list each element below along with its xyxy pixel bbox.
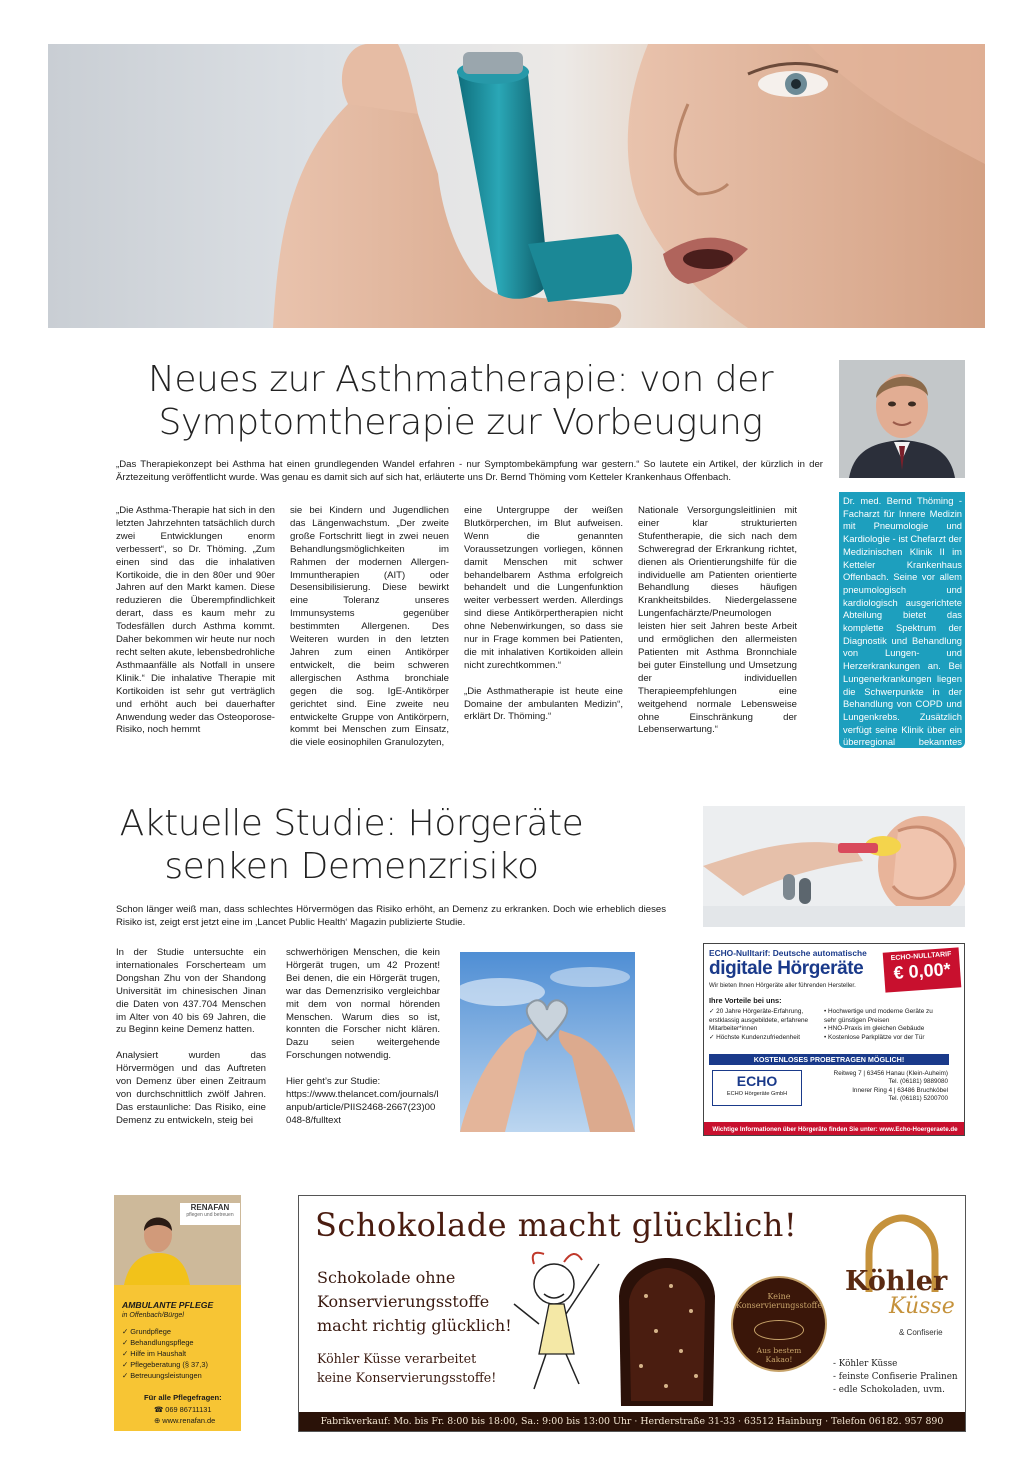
article2-lead: Schon länger weiß man, dass schlechtes Hörvermögen das Risiko erhöht, an Demenz zu erkranken. Doch wie erheblich dieses Risiko ist, zeigt erst jetzt eine im ‚Lancet Public Health‘ Magazin publizierte Studie. (116, 904, 666, 929)
koehler-footer-bar: Fabrikverkauf: Mo. bis Fr. 8:00 bis 18:00, Sa.: 9:00 bis 13:00 Uhr · Herderstraße 31-33 · 63512 Hainburg · Telefon 06182. 957 890 (299, 1412, 965, 1431)
koehler-product-item: - feinste Confiserie Pralinen (833, 1372, 958, 1382)
koehler-product-list (833, 1358, 963, 1397)
article1-column-3 (464, 505, 623, 724)
echo-left-item: ✓ Höchste Kundenzufriedenheit (709, 1033, 800, 1041)
echo-badge-top: ECHO-NULLTARIF (890, 950, 952, 963)
koehler-product-item: - edle Schokoladen, uvm. (833, 1385, 945, 1395)
article2-headline-line2: senken Demenzrisiko (164, 846, 539, 887)
echo-hearing-aid-ad[interactable] (703, 943, 965, 1136)
article2-column-2-text: schwerhörigen Menschen, die kein Hörgerät trugen, um 42 Prozent! Bei denen, die ein Hörgerät trugen, war das Demenzrisiko vergleichbar mit dem von normal hörenden Menschen. Warum dies so ist, konnten die Forscher nicht klären. Dazu seien weitergehende Forschungen notwendig. (286, 947, 440, 1062)
article2-column-1-text: In der Studie untersuchte ein internationales Forscherteam um Dongshan Zhu von der Shandong Universität im chinesischen Jinan die Daten von 437.704 Menschen im Alter von 40 bis 69 Jahren, die zu Beginn keine Demenz hatten. (116, 947, 266, 1036)
renafan-service-text: Betreuungsleistungen (130, 1371, 202, 1380)
no-preservatives-seal (731, 1276, 827, 1372)
koehler-product-item: - Köhler Küsse (833, 1359, 898, 1369)
echo-right-item-text: Kostenlose Parkplätze vor der Tür (828, 1033, 925, 1041)
koehler-brand-kuesse: Küsse (889, 1294, 955, 1319)
article1-headline-line1: Neues zur Asthmatherapie: von der (147, 359, 774, 400)
renafan-brand: RENAFAN (190, 1203, 230, 1212)
article2-study-link-block (286, 1076, 440, 1128)
koehler-chocolate-ad[interactable] (298, 1195, 966, 1432)
renafan-service-item: ✓ Grundpflege (122, 1327, 171, 1336)
koehler-text-line: Konservierungsstoffe (317, 1292, 490, 1311)
article1-column-2-text: sie bei Kindern und Jugendlichen das Längenwachstum. „Der zweite große Fortschritt liegt in zwei neuen Behandlungsmöglichkeiten im Rahmen der modernen Allergen-Immuntherapien (AIT) oder Desensibilisierung. Diese bewirkt eine Toleranz unseres Immunsystems gegenüber bestimmten Allergenen. Des Weiteren wurden in den letzten Jahren zum einen Antikörper entwickelt, die beim schweren allergischen Asthma bronchiale gegen die sog. IgE-Antikörper gerichtet sind. Eine zweite neu entwickelte Gruppe von Antikörpern, kommt bei Menschen zum Einsatz, die viele eosinophilen Granulozyten, (290, 505, 449, 749)
koehler-text-line: Schokolade ohne (317, 1268, 456, 1287)
hero-inhaler-photo (48, 44, 985, 328)
hearing-aid-photo (703, 806, 965, 927)
renafan-service-list (122, 1326, 237, 1381)
article1-headline (108, 358, 813, 444)
article1-column-1 (116, 505, 275, 737)
renafan-logo (180, 1203, 240, 1225)
echo-top-line: ECHO-Nulltarif: Deutsche automatische (709, 948, 867, 958)
renafan-service-text: Grundpflege (130, 1327, 171, 1336)
echo-phone-1[interactable]: Tel. (06181) 9889080 (888, 1078, 948, 1086)
echo-right-item: • Kostenlose Parkplätze vor der Tür (824, 1033, 925, 1041)
echo-logo-text: ECHO (736, 1073, 778, 1089)
koehler-text2-line: keine Konservierungsstoffe! (317, 1370, 497, 1385)
renafan-service-text: Behandlungspflege (130, 1338, 194, 1347)
article1-column-3-quote: „Die Asthmatherapie ist heute eine Domaine der ambulanten Medizin“, erklärt Dr. Thöming.“ (464, 685, 623, 723)
doctor-portrait (839, 360, 965, 478)
article1-lead: „Das Therapiekonzept bei Asthma hat einen grundlegenden Wandel erfahren - nur Symptombekämpfung war gestern.“ So lautete ein Artikel, der kürzlich in der Ärztezeitung veröffentlicht wurde. Was genau es damit sich auf sich hat, erläuterte uns Dr. Bernd Thöming vom Ketteler Krankenhaus Offenbach. (116, 459, 823, 484)
echo-big-title: digitale Hörgeräte (709, 958, 864, 979)
renafan-title: AMBULANTE PFLEGE (122, 1300, 214, 1310)
renafan-location: in Offenbach/Bürgel (122, 1312, 184, 1319)
echo-right-item: • Hochwertige und moderne Geräte zu sehr günstigen Preisen (824, 1008, 933, 1024)
article1-column-4-text: Nationale Versorgungsleitlinien mit einer klar strukturierten Stufentherapie, die sich nach dem Schweregrad der Erkrankung richtet, dienen als Orientierungshilfe für die individuelle am Patienten orientierte Behandlung dieses häufigen Krankheitsbildes. Niedergelassene Lungenfachärzte/Pneumologen leisten hier seit Jahren beste Arbeit und ermöglichen den allermeisten Patienten mit Asthma Bronnchiale bei guter Einstellung und Umsetzung der individuellen Therapieempfehlungen eine weitgehend normale Lebensweise ohne Einschränkung der Lebenserwartung.“ (638, 505, 797, 736)
cocoa-bean-icon (754, 1320, 804, 1340)
cartoon-girl-illustration (504, 1244, 614, 1394)
renafan-service-item: ✓ Hilfe im Haushalt (122, 1349, 187, 1358)
study-link-label: Hier geht’s zur Studie: (286, 1076, 381, 1088)
heart-hands-photo (460, 952, 635, 1132)
echo-logo (712, 1070, 802, 1106)
article1-column-3-text: eine Untergruppe der weißen Blutkörperchen, im Blut aufweisen. Wenn die genannten Voraussetzungen vorliegen, können damit Menschen mit schwer behandelbarem Asthma erfolgreich behandelt und die Lungenfunktion weiter verbessert werden. Allerdings sind diese Antikörpertherapien nicht ohne Nebenwirkungen, so dass sie nur in Frage kommen bei Patienten, die mit inhalativen Kortikoiden allein nicht zurechtkommen.“ (464, 505, 623, 671)
koehler-brand-sub: & Confiserie (899, 1328, 943, 1337)
renafan-service-text: Hilfe im Haushalt (130, 1349, 187, 1358)
echo-logo-sub: ECHO Hörgeräte GmbH (726, 1091, 788, 1097)
globe-icon: ⊕ (154, 1416, 161, 1425)
echo-right-item-text: HNO-Praxis im gleichen Gebäude (828, 1025, 925, 1033)
echo-right-item-text: Hochwertige und moderne Geräte zu sehr günstigen Preisen (824, 1008, 933, 1024)
echo-phone-2[interactable]: Tel. (06181) 5200700 (888, 1094, 948, 1102)
article1-column-4 (638, 505, 797, 737)
echo-footer[interactable]: Wichtige Informationen über Hörgeräte finden Sie unter: www.Echo-Hoergeraete.de (704, 1122, 965, 1136)
article2-column-1-text-2: Analysiert wurden das Hörvermögen und das Auftreten von Demenz über einen Zeitraum von durchschnittlich zwölf Jahren. Das erstaunliche: Das Risiko, eine Demenz zu entwickeln, steig bei (116, 1050, 266, 1126)
renafan-service-text: Pflegeberatung (§ 37,3) (130, 1360, 208, 1369)
echo-left-list (709, 1008, 819, 1042)
seal-top-text: Keine Konservierungsstoffe (735, 1292, 823, 1310)
echo-address-1: Reitweg 7 | 63456 Hanau (Klein-Auheim) (833, 1070, 948, 1077)
renafan-phone[interactable]: 069 86711131 (165, 1405, 212, 1414)
echo-address-2: Innerer Ring 4 | 63486 Bruchköbel (852, 1086, 948, 1094)
koehler-brand-name: Köhler (845, 1266, 948, 1297)
renafan-care-ad[interactable] (114, 1195, 241, 1431)
phone-icon: ☎ (154, 1405, 164, 1414)
article1-column-1-text: „Die Asthma-Therapie hat sich in den letzten Jahrzehnten tatsächlich durch zwei Entwicklungen enorm verbessert“, so Dr. Thöming. „Zum einen sind das die inhalativen Kortikoide, die in den 80er und 90er Jahren auf den Markt kamen. Diese reduzieren die Überempfindlichkeit derart, dass es kaum mehr zu Todesfällen durch Asthma kommt. Daher bekommen wir heute nur noch recht selten akute, lebensbedrohliche Asthmaanfälle als Notfall in unsere Klinik.“ Die inhalative Therapie mit Kortikoiden ist sehr gut verträglich und erhöht auch bei dauerhafter Anwendung weder das Osteoporose-Risiko, noch hemmt (116, 505, 275, 736)
renafan-phone-row[interactable] (154, 1405, 211, 1414)
renafan-cta: Für alle Pflegefragen: (144, 1393, 222, 1402)
echo-badge-price: € 0,00* (892, 959, 952, 983)
renafan-service-item: ✓ Pflegeberatung (§ 37,3) (122, 1360, 208, 1369)
echo-right-list (824, 1008, 944, 1042)
echo-addresses (808, 1070, 948, 1103)
koehler-text2-line: Köhler Küsse verarbeitet (317, 1351, 477, 1366)
koehler-text-line: macht richtig glücklich! (317, 1316, 512, 1335)
koehler-headline: Schokolade macht glücklich! (315, 1206, 798, 1244)
echo-price-badge (883, 947, 962, 992)
renafan-tagline: pflegen und betreuen (186, 1212, 234, 1218)
echo-left-item: ✓ 20 Jahre Hörgeräte-Erfahrung, erstklassig ausgebildete, erfahrene Mitarbeiter*innen (709, 1008, 809, 1033)
echo-cta-bar: KOSTENLOSES PROBETRAGEN MÖGLICH! (709, 1054, 949, 1065)
article2-column-2 (286, 947, 440, 1128)
echo-right-item: • HNO-Praxis im gleichen Gebäude (824, 1025, 925, 1033)
renafan-web[interactable]: www.renafan.de (162, 1416, 216, 1425)
chocolate-kiss-image (611, 1256, 723, 1406)
article1-headline-line2: Symptomtherapie zur Vorbeugung (158, 402, 763, 443)
renafan-web-row[interactable] (154, 1416, 215, 1425)
echo-subtitle: Wir bieten Ihnen Hörgeräte aller führenden Hersteller. (709, 982, 856, 989)
echo-left-item-text: Höchste Kundenzufriedenheit (716, 1033, 800, 1041)
echo-left-item-text: 20 Jahre Hörgeräte-Erfahrung, erstklassig ausgebildete, erfahrene Mitarbeiter*innen (709, 1008, 809, 1033)
renafan-service-item: ✓ Behandlungspflege (122, 1338, 194, 1347)
renafan-service-item: ✓ Betreuungsleistungen (122, 1371, 202, 1380)
seal-bottom-text: Aus bestem Kakao! (756, 1346, 802, 1364)
echo-advantages-title: Ihre Vorteile bei uns: (709, 996, 782, 1005)
doctor-bio-box: Dr. med. Bernd Thöming - Facharzt für Innere Medizin mit Pneumologie und Kardiologie - ist Chefarzt der Medizinischen Klinik II im Ketteler Krankenhaus Offenbach. Seine vor allem pneumologisch und kardiologisch ausgerichtete Abteilung bietet das komplette Spektrum der Diagnostik und Behandlung von Lungen- und Herzerkrankungen an. Bei Lungenerkrankungen liegen die Schwerpunkte in der Behandlung von COPD und Lungenkrebs. Zusätzlich verfügt seine Klinik über ein überregional bekanntes Schlaflabor (839, 492, 965, 748)
article2-headline (108, 802, 595, 888)
article2-headline-line1: Aktuelle Studie: Hörgeräte (119, 803, 584, 844)
study-link[interactable]: https://www.thelancet.com/journals/lanpub/article/PIIS2468-2667(23)00048-8/fulltext (286, 1088, 439, 1126)
article2-column-1 (116, 947, 266, 1128)
article1-column-2 (290, 505, 449, 750)
